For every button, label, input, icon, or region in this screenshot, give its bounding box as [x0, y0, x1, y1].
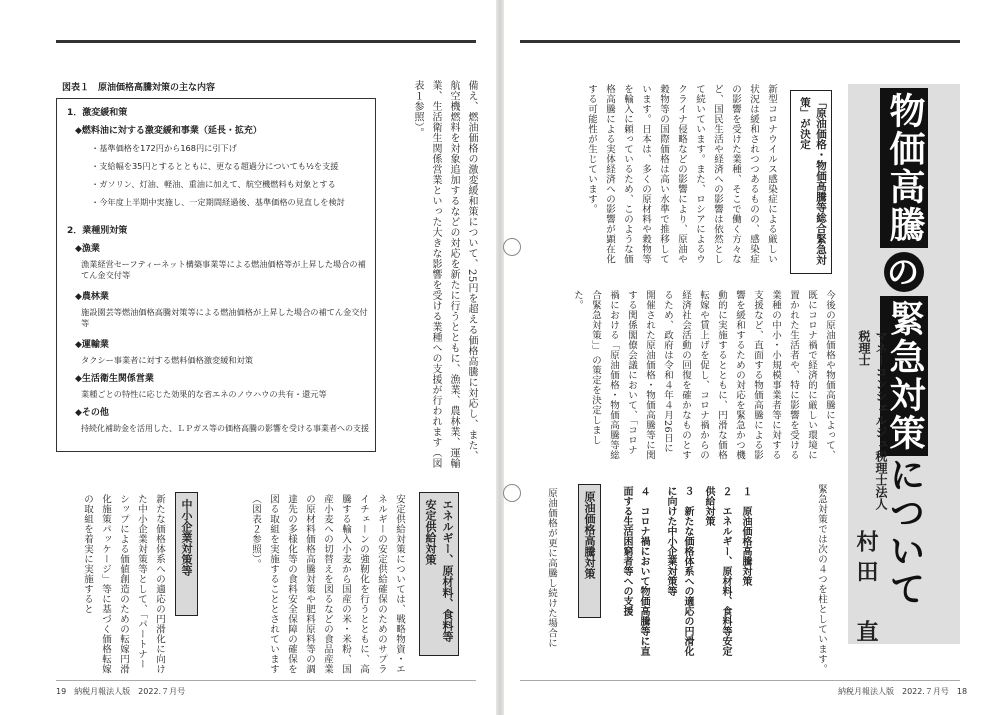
figure-text: 漁業経営セーフティーネット構築事業等による燃油価格等が上昇した場合の補てん金交付等	[81, 259, 366, 281]
book-spine	[496, 0, 504, 715]
heading-oil: 原油価格高騰対策	[578, 484, 601, 618]
figure-box	[56, 98, 376, 452]
left-top-body-text: 備え、燃油価格の激変緩和策について、25円を超える価格高騰に対応し、また、航空機燃料を対象追加するなどの対応を新たに行うとともに、漁業、農林業、運輸業、生活衛生関係営業といった大きな影響を受ける業種への支援が行われます（図表１参照）。	[412, 80, 477, 469]
figure-section: 1．激変緩和策	[67, 108, 128, 118]
pillar-item: ３ 新たな価格体系への適応の円滑化に向けた中小企業対策等	[665, 486, 693, 656]
pillars-intro: 緊急対策では次の４つを柱としています。	[816, 484, 827, 674]
figure-subheading: ◆生活衛生関係営業	[75, 374, 154, 384]
figure-subheading: ◆農林業	[75, 292, 109, 302]
policy-body-text: 新型コロナウイルス感染症による厳しい状況は緩和されつつあるものの、感染症の影響を受けた業種、そこで働く方々など、国民生活や経済への影響は依然として続いています。また、ロシアによるウクライナ侵略などの影響により、原油や穀物等の国際価格は高い水準で推移しています。日本は、多くの原材料や穀物等を輸入に頼っているため、このような価格高騰による実体経済への影響が顕在化する可能性が生じています。	[586, 84, 777, 264]
figure-1	[56, 82, 376, 454]
binding-hole-icon	[503, 484, 521, 502]
figure-title: 図表１ 原油価格高騰対策の主な内容	[62, 83, 216, 93]
figure-section: 2．業種別対策	[67, 226, 128, 236]
figure-bullet: ・ガソリン、灯油、軽油、重油に加えて、航空機燃料も対象とする	[91, 179, 336, 189]
title-no: の	[884, 252, 924, 292]
figure-bullet: ・基準価格を172円から168円に引下げ	[91, 143, 237, 153]
left-footer: 19 納税月報法人版 2022.７月号	[56, 687, 186, 696]
heading-policy: 「原油価格・物価高騰等総合緊急対策」が決定	[790, 90, 832, 274]
right-footer: 納税月報法人版 2022.７月号 18	[838, 687, 968, 696]
figure-subheading: ◆燃料油に対する激変緩和事業（延長・拡充）	[75, 126, 262, 136]
right-footer-rule	[520, 680, 960, 681]
binding-hole-icon	[503, 238, 521, 256]
author-name: 村田 直	[853, 530, 878, 650]
heading-energy: エネルギー、原材料、食料等安定供給対策	[419, 492, 459, 656]
pillar-item: １ 原油価格高騰対策	[740, 486, 751, 586]
title-part3: について	[884, 456, 925, 608]
pillar-item: ２ エネルギー、原材料、食料等安定供給対策	[703, 486, 731, 656]
figure-text: 業種ごとの特性に応じた効果的な省エネのノウハウの共有・還元等	[81, 389, 327, 399]
heading-sme: 中小企業対策等	[175, 492, 198, 616]
title-part2: 緊急対策	[880, 296, 928, 456]
intro-body-text: 今後の原油価格や物価高騰によって、既にコロナ禍で経済的に厳しい環境に置かれた生活者や、特に影響を受ける業種の中小・小規模事業者等に対する支援など、直面する物価高騰による影響を緩和するための対応を緊急かつ機動的に実施するとともに、円滑な価格転嫁や賃上げを促し、コロナ禍からの経済社会活動の回復を確かなものとするため、政府は令和４年４月26日に開催された原油価格・物価高騰等に関する関係閣僚会議において、「コロナ禍における「原油価格・物価高騰等総合緊急対策」」の策定を決定しました。	[572, 290, 835, 460]
figure-text: タクシー事業者に対する燃料価格激変緩和対策	[81, 355, 253, 365]
title-part1: 物価高騰	[880, 88, 928, 248]
author-title: マネーコンシェルジュ税理士法人 税理士	[857, 330, 888, 522]
energy-body-text: 安定供給対策については、戦略物資・エネルギーの安定供給確保のためのサプライチェーンの強靭化を行うとともに、高騰する輸入小麦から国産の米・米粉、国産小麦への切替えを図るなどの食品産業の原材料価格高騰対策や肥料原料等の調達先の多様化等の食料安全保障の確保を図る取組を実施することとされています（図表２参照）。	[250, 494, 405, 674]
left-top-rule	[56, 40, 476, 43]
pillar-item: ４ コロナ禍において物価高騰等に直面する生活困窮者等への支援	[621, 486, 649, 656]
figure-subheading: ◆運輸業	[75, 340, 109, 350]
sme-body-text: 新たな価格体系への適応の円滑化に向けた中小企業対策等として、「パートナーシップによる価値創造のための転嫁円滑化施策パッケージ」等に基づく価格転嫁の取組を着実に実施すると	[82, 494, 165, 674]
figure-bullet: ・今年度上半期中実施し、一定期間経過後、基準価格の見直しを検討	[91, 197, 345, 207]
figure-bullet: ・支給幅を35円とするとともに、更なる超過分についても½を支援	[91, 161, 339, 171]
figure-text: 施設園芸等燃油価格高騰対策等による燃油価格が上昇した場合の補てん金交付等	[81, 307, 368, 329]
left-footer-rule	[56, 680, 476, 681]
figure-subheading: ◆その他	[75, 408, 109, 418]
figure-subheading: ◆漁業	[75, 244, 100, 254]
figure-text: 持続化補助金を活用した、ＬＰガス等の価格高騰の影響を受ける事業者への支援	[81, 424, 369, 433]
right-top-rule	[520, 40, 960, 43]
oil-body-text: 原油価格が更に高騰し続けた場合に	[546, 488, 557, 648]
